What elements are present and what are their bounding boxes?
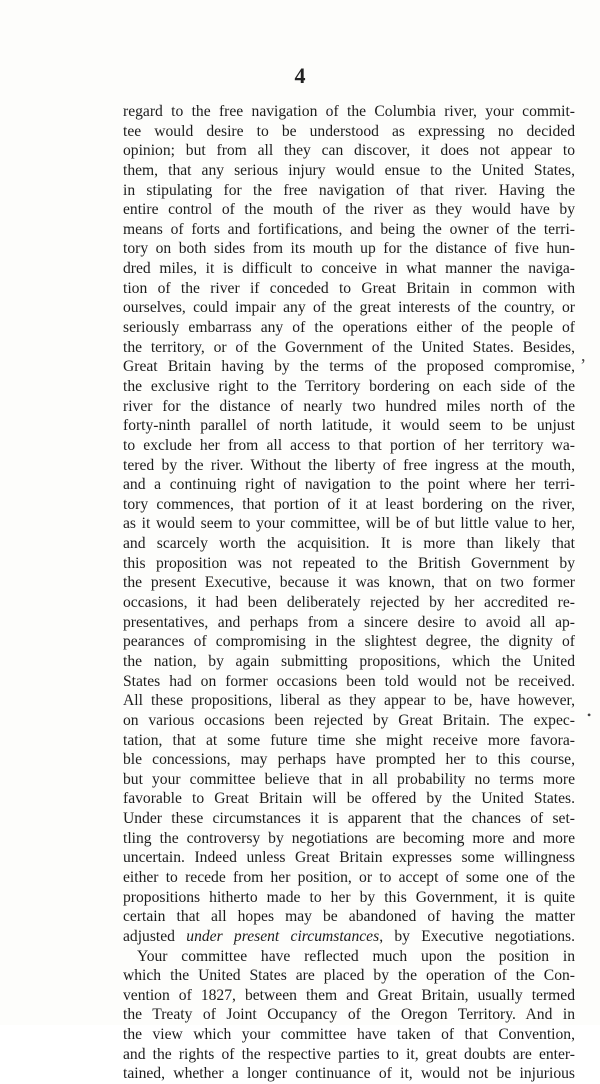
text-line: regard to the free navigation of the Columbia river, your commit-	[123, 103, 575, 120]
text-line: All these propositions, liberal as they appear to be, have however,	[123, 692, 575, 710]
text-line: tory commences, that portion of it at least bordering on the river,	[123, 495, 575, 513]
text-line: the view which your committee have taken of that Convention,	[123, 1026, 575, 1044]
text-line: presentatives, and perhaps from a sincere desire to avoid all ap-	[123, 613, 575, 631]
text-line: pearances of compromising in the slightest degree, the dignity of	[123, 633, 575, 651]
text-line: them, that any serious injury would ensue to the United States,	[123, 161, 575, 179]
text-line: tation, that at some future time she might receive more favora-	[123, 731, 575, 749]
text-line: river for the distance of nearly two hundred miles north of the	[123, 397, 575, 415]
text-line: certain that all hopes may be abandoned of having the matter	[123, 908, 575, 926]
text-line: ourselves, could impair any of the great interests of the country, or	[123, 299, 575, 317]
text-line: propositions hitherto made to her by this Government, it is quite	[123, 888, 575, 906]
margin-mark: ,	[581, 345, 586, 365]
body-text	[123, 102, 575, 1084]
text-line: but your committee believe that in all probability no terms more	[123, 770, 575, 788]
text-line: tling the controversy by negotiations are becoming more and more	[123, 829, 575, 847]
text-line: and the rights of the respective parties to it, great doubts are enter-	[123, 1045, 575, 1063]
text-line: favorable to Great Britain will be offered by the United States.	[123, 790, 575, 808]
text-line: opinion; but from all they can discover, it does not appear to	[123, 142, 575, 160]
text-line: forty-ninth parallel of north latitude, it would seem to be unjust	[123, 417, 575, 435]
text-line: as it would seem to your committee, will be of but little value to her,	[123, 515, 575, 533]
text-line: tion of the river if conceded to Great Britain in common with	[123, 279, 575, 297]
text-line: in stipulating for the free navigation of that river. Having the	[123, 181, 575, 199]
text-line: the Treaty of Joint Occupancy of the Oregon Territory. And in	[123, 1006, 575, 1024]
text-line: Under these circumstances it is apparent that the chances of set-	[123, 810, 575, 828]
text-line: means of forts and fortifications, and being the owner of the terri-	[123, 220, 575, 238]
text-line: tained, whether a longer continuance of it, would not be injurious	[123, 1065, 575, 1083]
text-line: Your committee have reflected much upon the position in	[137, 947, 575, 965]
text-line: the territory, or of the Government of the United States. Besides,	[123, 338, 575, 356]
text-line: entire control of the mouth of the river as they would have by	[123, 201, 575, 219]
text-line: uncertain. Indeed unless Great Britain expresses some willingness	[123, 849, 575, 867]
text-line: this proposition was not repeated to the British Government by	[123, 554, 575, 572]
text-line: dred miles, it is difficult to conceive in what manner the naviga-	[123, 260, 575, 278]
text-line: States had on former occasions been told would not be received.	[123, 672, 575, 690]
text-line: Great Britain having by the terms of the proposed compromise,	[123, 358, 575, 376]
text-line: vention of 1827, between them and Great Britain, usually termed	[123, 986, 575, 1004]
text-line: and scarcely worth the acquisition. It is more than likely that	[123, 535, 575, 553]
text-line: which the United States are placed by the operation of the Con-	[123, 967, 575, 985]
text-line: tory on both sides from its mouth up for the distance of five hun-	[123, 240, 575, 258]
page-number: 4	[294, 63, 306, 88]
text-line: tered by the river. Without the liberty of free ingress at the mouth,	[123, 456, 575, 474]
text-line: to exclude her from all access to that portion of her territory wa-	[123, 436, 575, 454]
text-line: either to recede from her position, or to accept of some one of the	[123, 868, 575, 886]
text-line: ble concessions, may perhaps have prompted her to this course,	[123, 751, 575, 769]
text-line: adjusted under present circumstances, by Executive negotiations.	[123, 927, 576, 945]
text-line: occasions, it had been deliberately rejected by her accredited re-	[123, 594, 575, 612]
italic-phrase: under present circumstances	[186, 927, 380, 945]
text-line: tee would desire to be understood as expressing no decided	[123, 122, 575, 140]
text-line: and a continuing right of navigation to the point where her terri-	[123, 476, 575, 494]
margin-mark: •	[587, 708, 592, 722]
text-line: the present Executive, because it was known, that on two former	[123, 574, 575, 592]
text-line: the nation, by again submitting propositions, which the United	[123, 652, 575, 670]
text-line: seriously embarrass any of the operations either of the people of	[123, 319, 575, 337]
text-line: the exclusive right to the Territory bordering on each side of the	[123, 377, 575, 395]
text-line: on various occasions been rejected by Great Britain. The expec-	[123, 711, 575, 729]
